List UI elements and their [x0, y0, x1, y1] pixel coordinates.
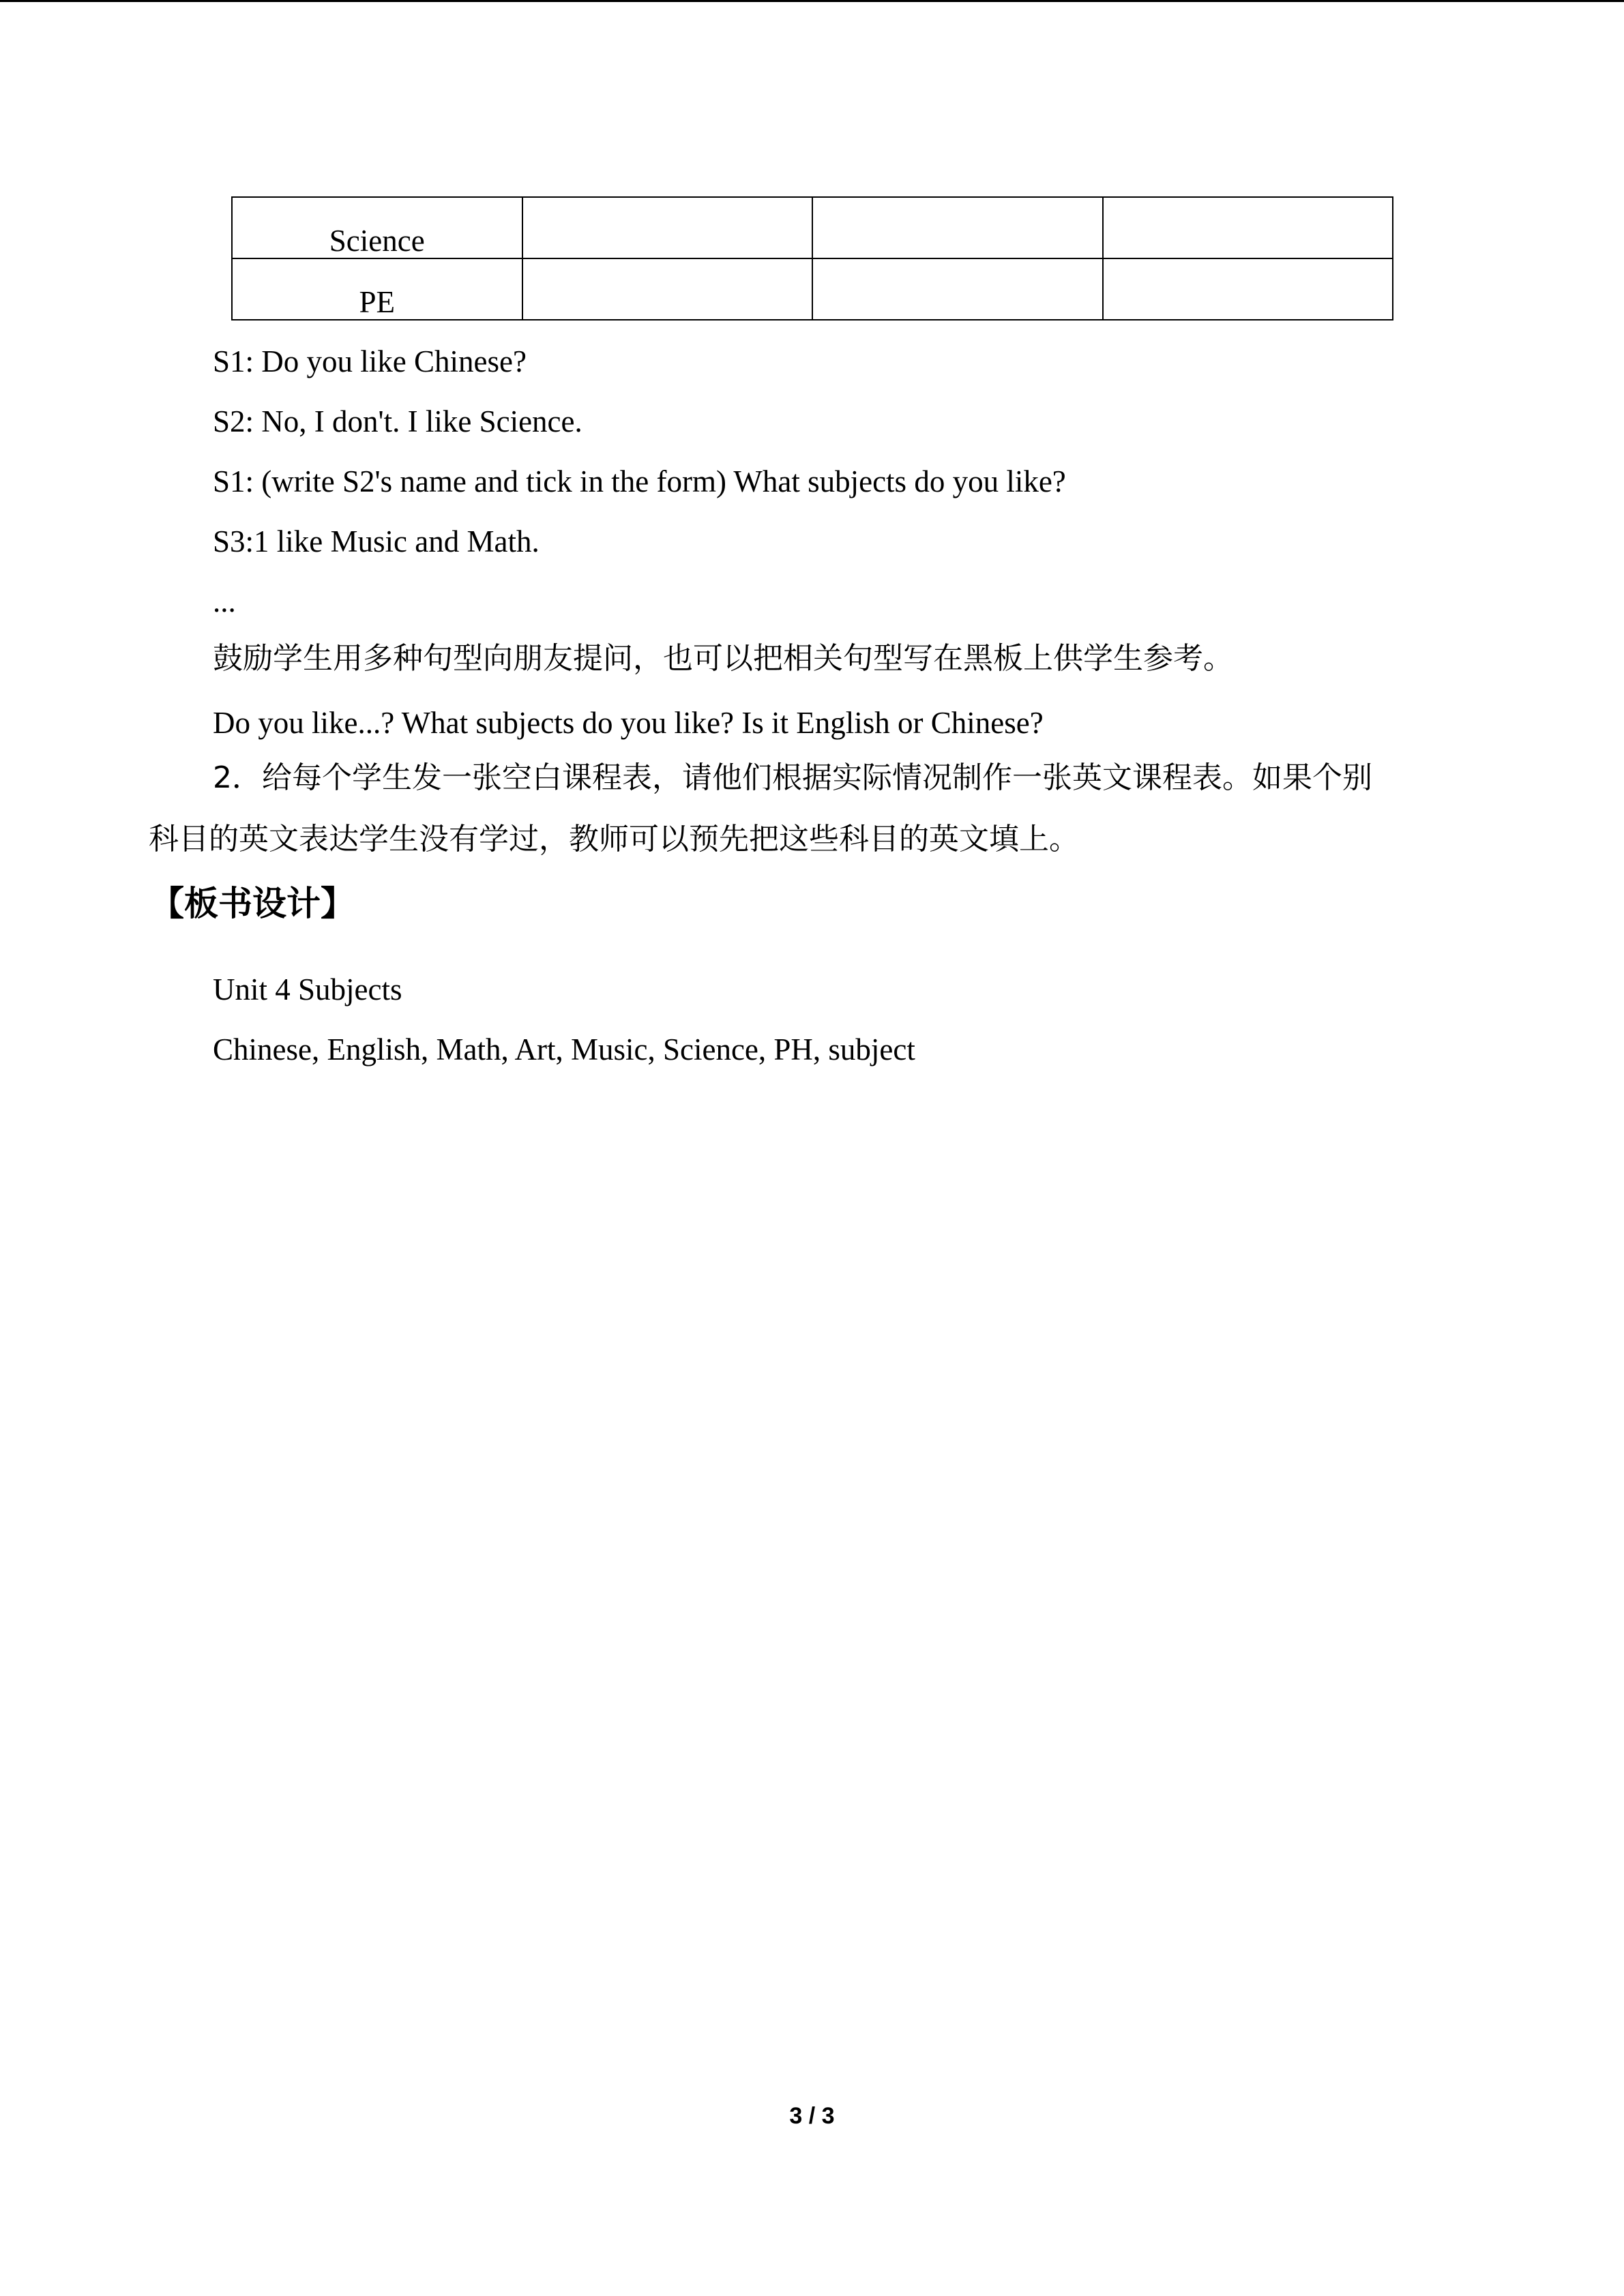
step-2-line-1: 2．给每个学生发一张空白课程表，请他们根据实际情况制作一张英文课程表。如果个别 [213, 760, 1372, 795]
board-unit-title: Unit 4 Subjects [213, 972, 402, 1007]
empty-cell [522, 197, 813, 258]
dialogue-line: S3:1 like Music and Math. [213, 524, 540, 558]
subject-cell: PE [232, 258, 522, 320]
dialogue-line: S1: (write S2's name and tick in the form) What subjects do you like? [213, 464, 1066, 498]
encourage-paragraph: 鼓励学生用多种句型向朋友提问，也可以把相关句型写在黑板上供学生参考。 [213, 641, 1233, 676]
step-2-line-2: 科目的英文表达学生没有学过，教师可以预先把这些科目的英文填上。 [149, 822, 1079, 856]
subject-cell: Science [232, 197, 522, 258]
empty-cell [1103, 258, 1393, 320]
dialogue-line: S1: Do you like Chinese? [213, 344, 527, 378]
board-design-heading: 【板书设计】 [150, 884, 355, 923]
dialogue-line: S2: No, I don't. I like Science. [213, 404, 582, 438]
dialogue-ellipsis: ... [213, 584, 236, 618]
sentence-patterns: Do you like...? What subjects do you like? Is it English or Chinese? [213, 706, 1044, 740]
board-vocabulary: Chinese, English, Math, Art, Music, Science, PH, subject [213, 1032, 915, 1067]
top-border-line [0, 0, 1624, 2]
empty-cell [522, 258, 813, 320]
table-row [232, 197, 1393, 258]
empty-cell [812, 258, 1103, 320]
subject-survey-table [231, 196, 1393, 320]
table-row [232, 258, 1393, 320]
empty-cell [1103, 197, 1393, 258]
empty-cell [812, 197, 1103, 258]
page-number: 3 / 3 [789, 2103, 835, 2129]
